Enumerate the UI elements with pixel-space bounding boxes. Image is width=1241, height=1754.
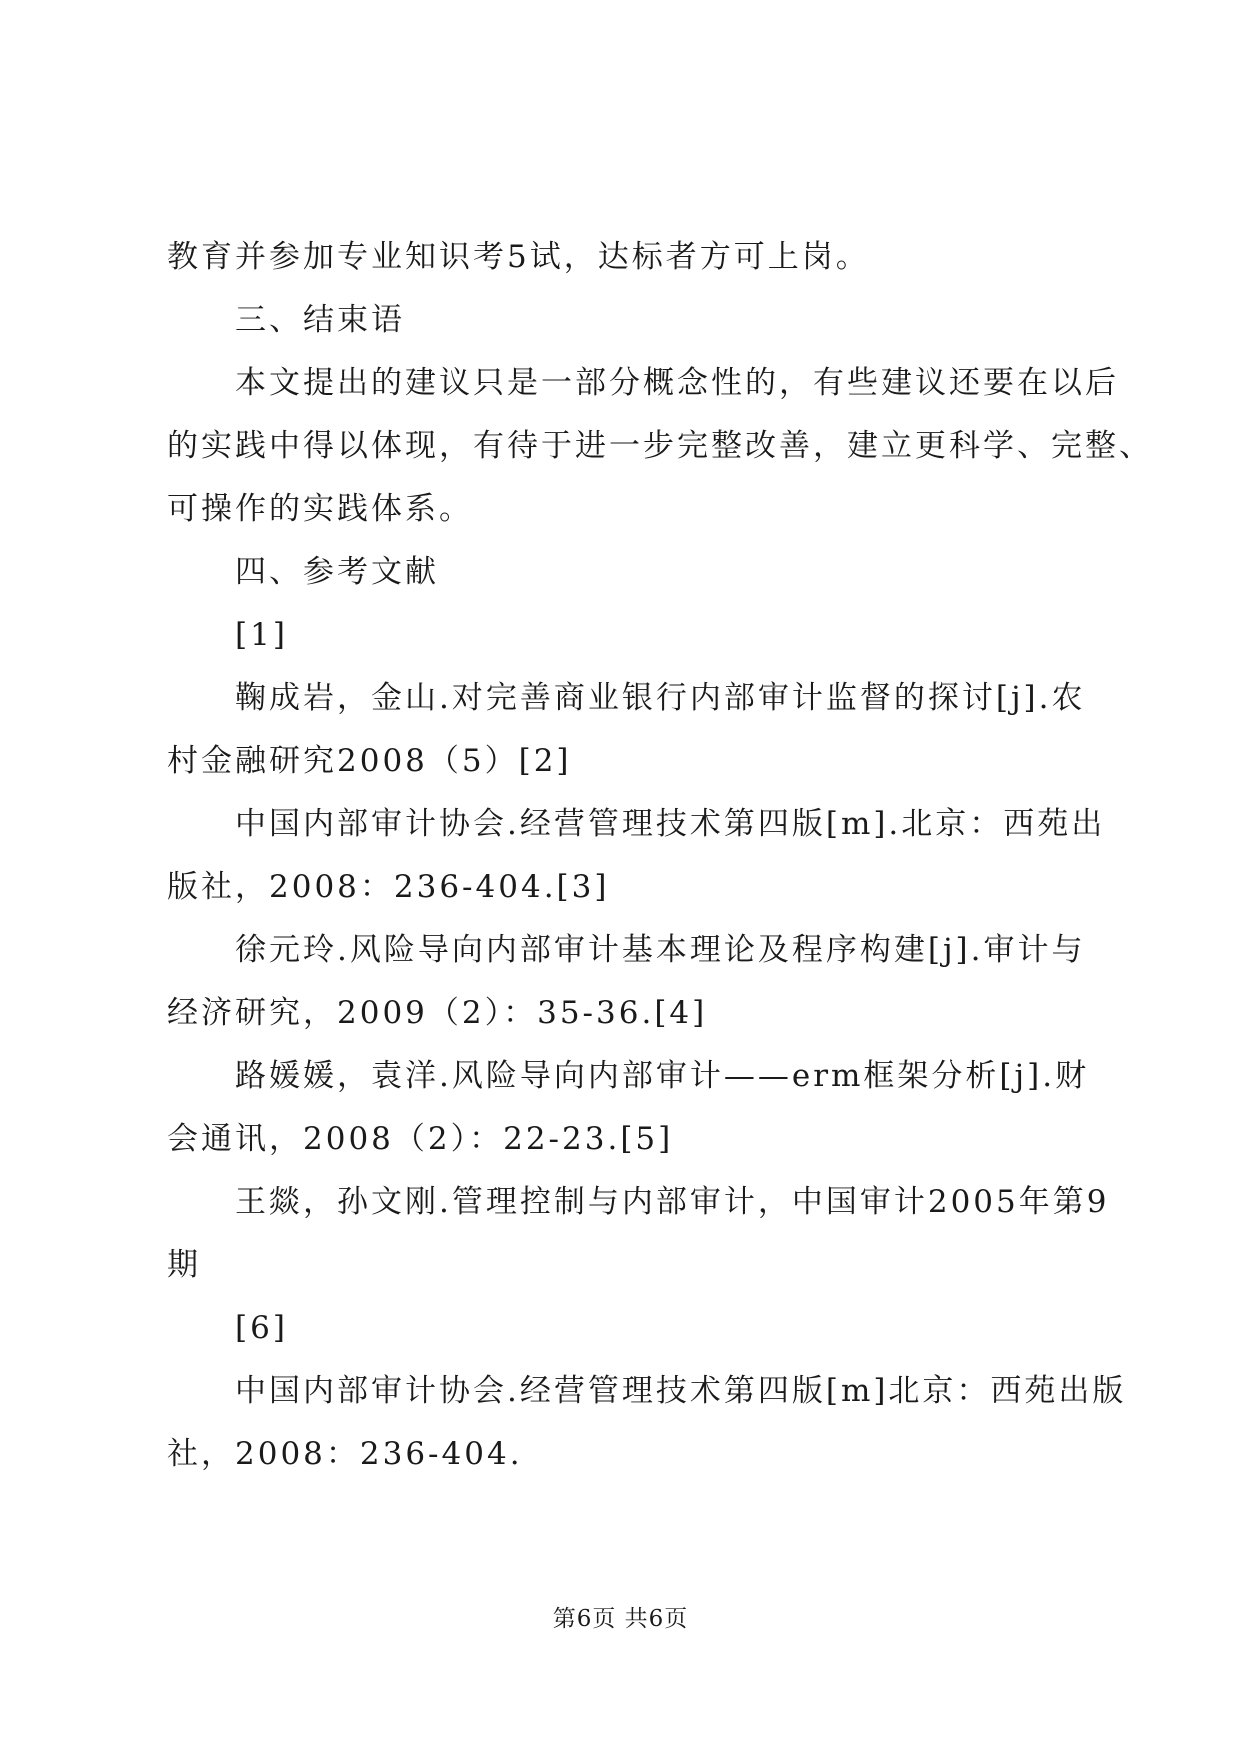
reference-number: [1] <box>235 617 288 653</box>
reference-entry: 中国内部审计协会.经营管理技术第四版[m].北京：西苑出 <box>235 806 1106 842</box>
text-line: 教育并参加专业知识考5试，达标者方可上岗。 <box>167 239 870 275</box>
section-heading-conclusion: 三、结束语 <box>235 302 405 338</box>
reference-entry: 鞠成岩，金山.对完善商业银行内部审计监督的探讨[j].农 <box>235 680 1086 716</box>
reference-entry-cont: 期 <box>167 1247 201 1283</box>
reference-entry-cont: 版社，2008：236-404.[3] <box>167 869 610 905</box>
reference-entry-cont: 社，2008：236-404. <box>167 1436 523 1472</box>
page-number-footer: 第6页 共6页 <box>552 1606 689 1632</box>
reference-number: [6] <box>235 1310 288 1346</box>
text-line: 的实践中得以体现，有待于进一步完整改善，建立更科学、完整、 <box>167 428 1153 464</box>
document-body <box>167 226 1153 1486</box>
reference-entry-cont: 村金融研究2008（5）[2] <box>167 743 572 779</box>
reference-entry-cont: 会通讯，2008（2）：22-23.[5] <box>167 1121 674 1157</box>
reference-entry: 王燚，孙文刚.管理控制与内部审计，中国审计2005年第9 <box>235 1184 1110 1220</box>
text-line: 可操作的实践体系。 <box>167 491 473 527</box>
reference-entry: 徐元玲.风险导向内部审计基本理论及程序构建[j].审计与 <box>235 932 1086 968</box>
reference-entry: 中国内部审计协会.经营管理技术第四版[m]北京：西苑出版 <box>235 1373 1127 1409</box>
reference-entry-cont: 经济研究，2009（2）：35-36.[4] <box>167 995 708 1031</box>
text-line: 本文提出的建议只是一部分概念性的，有些建议还要在以后 <box>235 365 1119 401</box>
section-heading-references: 四、参考文献 <box>235 554 439 590</box>
reference-entry: 路媛媛，袁洋.风险导向内部审计——erm框架分析[j].财 <box>235 1058 1090 1094</box>
